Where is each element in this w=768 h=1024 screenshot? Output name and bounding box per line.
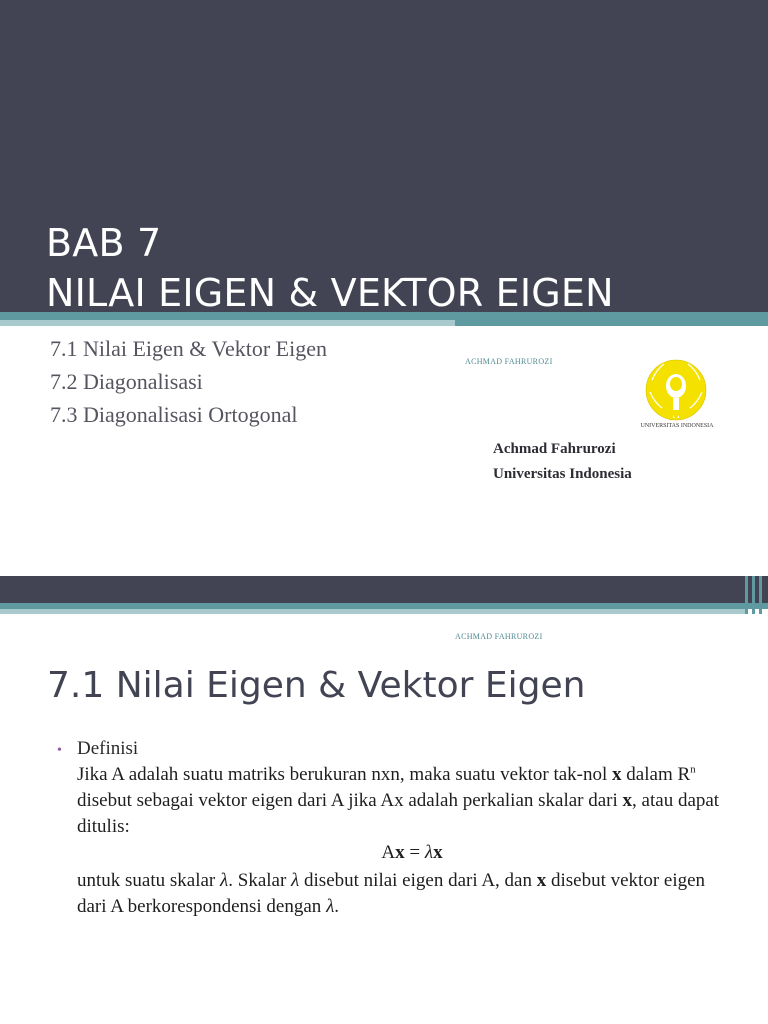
author-name: Achmad Fahrurozi bbox=[493, 441, 616, 457]
vector-x: x bbox=[395, 842, 405, 863]
universitas-indonesia-logo bbox=[636, 350, 716, 432]
superscript-n: n bbox=[690, 763, 696, 776]
slide1-footer-author: ACHMAD FAHRUROZI bbox=[465, 357, 553, 366]
author-block bbox=[493, 437, 632, 487]
vector-x: x bbox=[433, 842, 443, 863]
text-run: untuk suatu skalar bbox=[77, 870, 221, 891]
presentation-title bbox=[46, 218, 614, 318]
text-run: Jika A adalah suatu matriks berukuran nxn, maka suatu vektor tak-nol bbox=[77, 764, 613, 785]
vector-x: x bbox=[622, 790, 633, 811]
topic-item: 7.1 Nilai Eigen & Vektor Eigen bbox=[50, 336, 327, 361]
explanation-paragraph bbox=[77, 868, 737, 920]
text-run: disebut sebagai vektor eigen dari A jika Ax adalah perkalian skalar dari bbox=[77, 790, 623, 811]
definition-paragraph bbox=[77, 762, 737, 840]
header-band-light bbox=[0, 320, 455, 326]
logo-caption: UNIVERSITAS INDONESIA bbox=[640, 423, 714, 429]
topic-item: 7.2 Diagonalisasi bbox=[50, 369, 203, 394]
text-run: , atau dapat ditulis: bbox=[77, 790, 720, 837]
topic-list bbox=[50, 332, 327, 431]
eigen-equation bbox=[77, 840, 737, 866]
slide2-stripe bbox=[745, 576, 748, 614]
author-affiliation: Universitas Indonesia bbox=[493, 466, 632, 482]
slide2-stripe bbox=[759, 576, 762, 614]
slide2-header-background bbox=[0, 576, 768, 603]
bullet-label: Definisi bbox=[77, 738, 139, 759]
equals-sign: = bbox=[404, 842, 425, 863]
lambda-symbol: λ bbox=[291, 870, 300, 891]
text-run: disebut nilai eigen dari A, dan bbox=[299, 870, 537, 891]
title-line-1: BAB 7 bbox=[46, 221, 162, 265]
bullet-item bbox=[57, 738, 737, 760]
slide2-title: 7.1 Nilai Eigen & Vektor Eigen bbox=[47, 665, 586, 706]
text-run: disebut vektor eigen dari A berkorespondensi dengan bbox=[77, 870, 706, 917]
vector-x: x bbox=[612, 764, 622, 785]
slide2-stripe bbox=[752, 576, 755, 614]
title-line-2: NILAI EIGEN & VEKTOR EIGEN bbox=[46, 271, 614, 315]
vector-x: x bbox=[536, 870, 547, 891]
text-run: . Skalar bbox=[228, 870, 292, 891]
slide2-footer-author: ACHMAD FAHRUROZI bbox=[455, 632, 543, 641]
text-run: . bbox=[334, 896, 340, 917]
definition-content bbox=[57, 738, 737, 920]
text-run: dalam R bbox=[621, 764, 691, 785]
matrix-a: A bbox=[381, 842, 396, 863]
lambda-symbol: λ bbox=[220, 870, 229, 891]
header-band-teal-right bbox=[455, 320, 768, 326]
lambda-symbol: λ bbox=[326, 896, 335, 917]
topic-item: 7.3 Diagonalisasi Ortogonal bbox=[50, 402, 298, 427]
lambda-symbol: λ bbox=[424, 842, 434, 863]
slide2-band-light bbox=[0, 609, 745, 614]
bullet-dot-icon: • bbox=[57, 743, 62, 758]
